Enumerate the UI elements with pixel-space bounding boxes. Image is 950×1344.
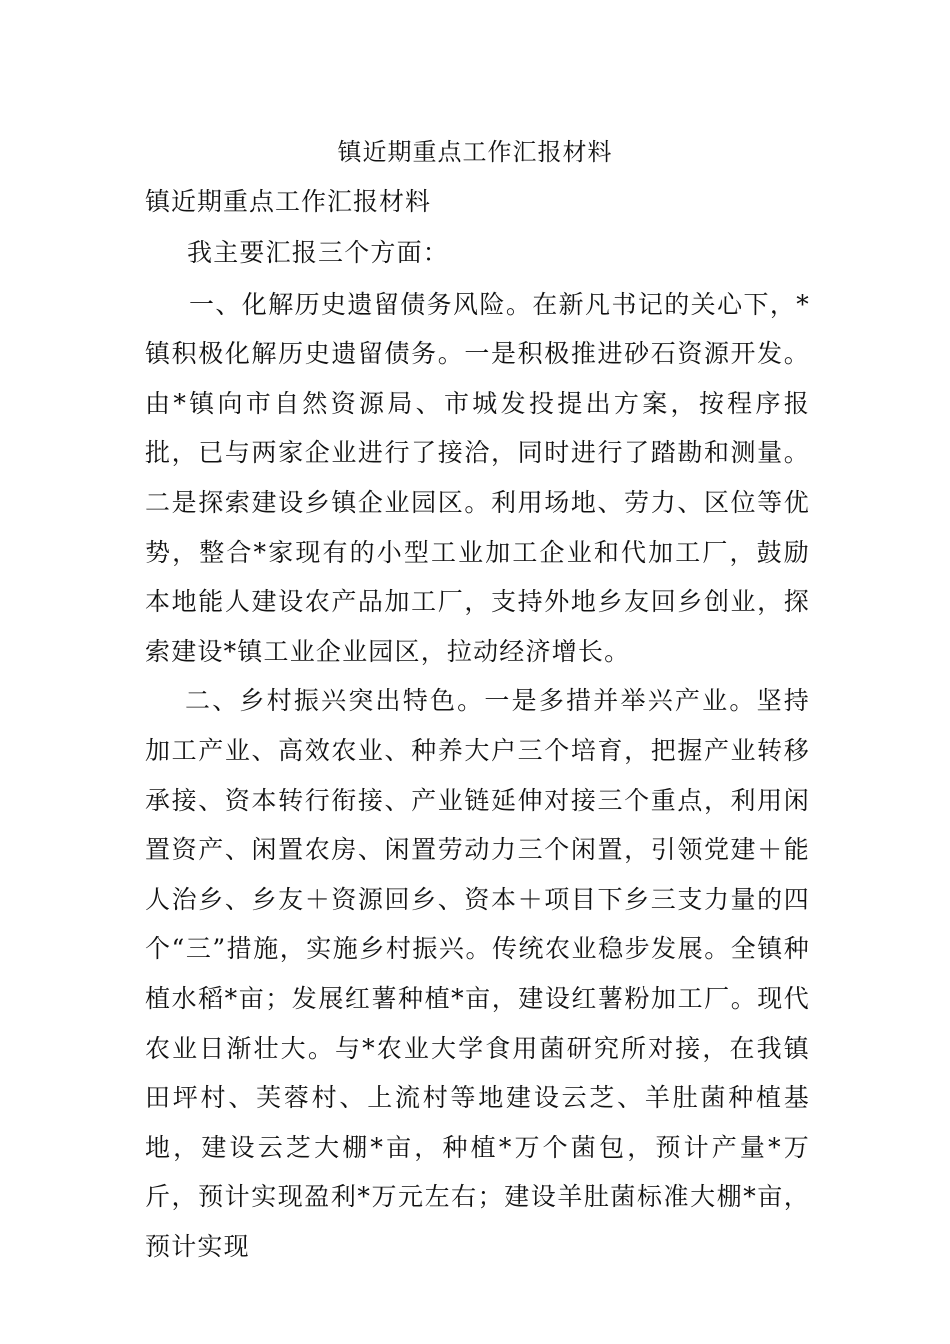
document-body [145, 228, 810, 1271]
intro-paragraph: 我主要汇报三个方面： [187, 238, 450, 267]
paragraph-debt-risk: 一、化解历史遗留债务风险。在新凡书记的关心下，*镇积极化解历史遗留债务。一是积极推进砂石资源开发。由*镇向市自然资源局、市城发投提出方案，按程序报批，已与两家企业进行了接洽，同时进行了踏勘和测量。二是探索建设乡镇企业园区。利用场地、劳力、区位等优势，整合*家现有的小型工业加工企业和代加工厂，鼓励本地能人建设农产品加工厂，支持外地乡友回乡创业，探索建设*镇工业企业园区，拉动经济增长。 [145, 289, 810, 666]
paragraph-rural-revitalization: 二、乡村振兴突出特色。一是多措并举兴产业。坚持加工产业、高效农业、种养大户三个培育，把握产业转移承接、资本转行衔接、产业链延伸对接三个重点，利用闲置资产、闲置农房、闲置劳动力三个闲置，引领党建＋能人治乡、乡友＋资源回乡、资本＋项目下乡三支力量的四个“三”措施，实施乡村振兴。传统农业稳步发展。全镇种植水稻*亩；发展红薯种植*亩，建设红薯粉加工厂。现代农业日渐壮大。与*农业大学食用菌研究所对接，在我镇田坪村、芙蓉村、上流村等地建设云芝、羊肚菌种植基地，建设云芝大棚*亩，种植*万个菌包，预计产量*万斤，预计实现盈利*万元左右；建设羊肚菌标准大棚*亩，预计实现 [145, 686, 810, 1261]
document-title: 镇近期重点工作汇报材料 [337, 138, 613, 166]
document-subtitle: 镇近期重点工作汇报材料 [145, 187, 432, 216]
